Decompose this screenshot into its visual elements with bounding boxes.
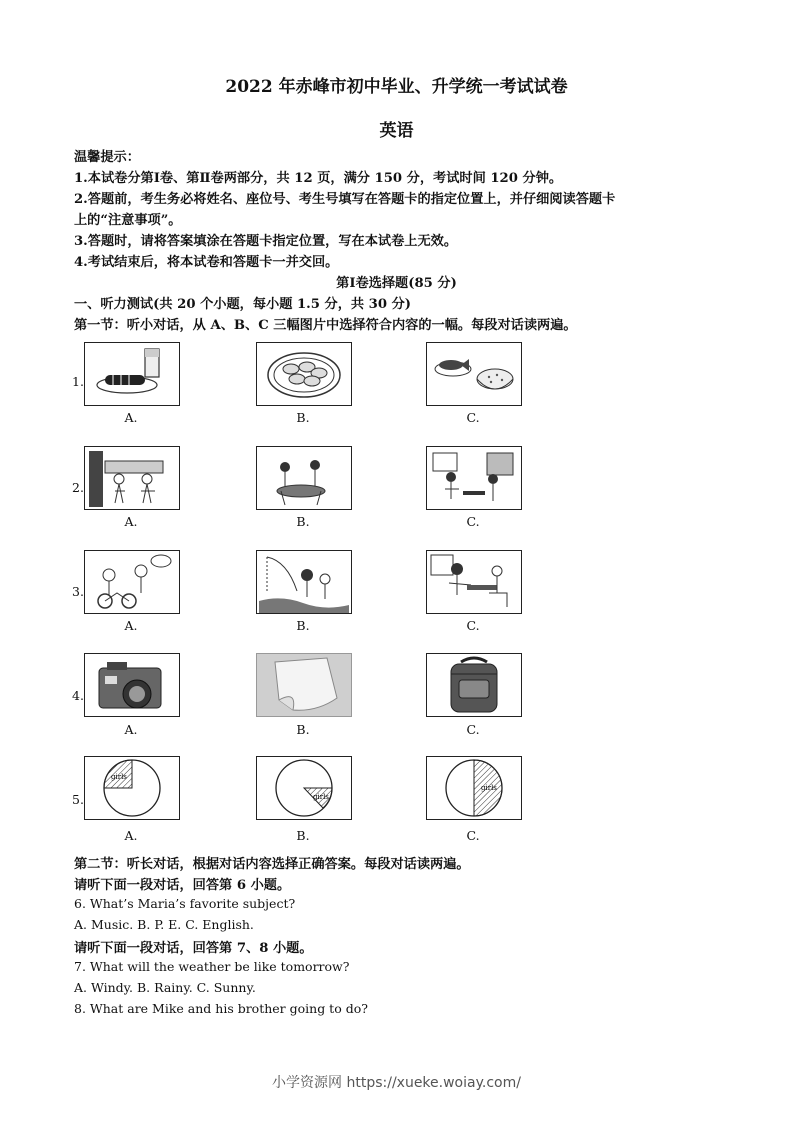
option-a: A. [124, 618, 138, 633]
pie-small-slice-icon[interactable] [256, 756, 352, 820]
question-6-options: A. Music. B. P. E. C. English. [74, 917, 254, 932]
option-c: C. [466, 514, 480, 529]
camera-icon[interactable] [84, 653, 180, 717]
question-8: 8. What are Mike and his brother going to do? [74, 1001, 368, 1016]
office-meeting-icon[interactable] [426, 446, 522, 510]
bread-milk-icon[interactable] [84, 342, 180, 406]
option-b: B. [296, 514, 310, 529]
notice-item-2-cont: 上的“注意事项”。 [74, 213, 182, 228]
option-a: A. [124, 410, 138, 425]
section2-instructions: 第二节：听长对话，根据对话内容选择正确答案。每段对话读两遍。 [74, 857, 470, 872]
notice-heading: 温馨提示： [74, 150, 140, 165]
option-b: B. [296, 828, 310, 843]
question-number: 2. [72, 480, 84, 495]
fishing-icon[interactable] [256, 550, 352, 614]
pie-label: girls [111, 773, 127, 781]
pie-half-icon[interactable] [426, 756, 522, 820]
question-6: 6. What’s Maria’s favorite subject? [74, 896, 296, 911]
group-1-prompt: 请听下面一段对话，回答第 6 小题。 [74, 878, 291, 893]
question-number: 4. [72, 688, 84, 703]
pie-label: girls [313, 793, 329, 801]
people-at-table-icon[interactable] [256, 446, 352, 510]
option-b: B. [296, 410, 310, 425]
option-a: A. [124, 722, 138, 737]
kids-with-bike-icon[interactable] [84, 550, 180, 614]
question-7-options: A. Windy. B. Rainy. C. Sunny. [74, 980, 256, 995]
question-number: 3. [72, 584, 84, 599]
option-a: A. [124, 828, 138, 843]
question-number: 1. [72, 374, 84, 389]
pie-quarter-icon[interactable] [84, 756, 180, 820]
backpack-icon[interactable] [426, 653, 522, 717]
pie-label: girls [481, 784, 497, 792]
option-b: B. [296, 722, 310, 737]
fish-rice-icon[interactable] [426, 342, 522, 406]
part1-heading: 第Ⅰ卷选择题(85 分) [336, 276, 457, 291]
towel-icon[interactable] [256, 653, 352, 717]
notice-item-3: 3.答题时，请将答案填涂在答题卡指定位置，写在本试卷上无效。 [74, 234, 458, 249]
dumplings-plate-icon[interactable] [256, 342, 352, 406]
section1-instructions: 第一节：听小对话，从 A、B、C 三幅图片中选择符合内容的一幅。每段对话读两遍。 [74, 318, 577, 333]
doctor-patient-icon[interactable] [426, 550, 522, 614]
option-c: C. [466, 410, 480, 425]
group-2-prompt: 请听下面一段对话，回答第 7、8 小题。 [74, 941, 313, 956]
people-at-door-icon[interactable] [84, 446, 180, 510]
notice-item-4: 4.考试结束后，将本试卷和答题卡一并交回。 [74, 255, 339, 270]
option-c: C. [466, 828, 480, 843]
footer-watermark: 小学资源网 https://xueke.woiay.com/ [272, 1075, 521, 1091]
exam-title: 2022 年赤峰市初中毕业、升学统一考试试卷 [225, 77, 568, 97]
option-c: C. [466, 722, 480, 737]
notice-item-1: 1.本试卷分第Ⅰ卷、第Ⅱ卷两部分，共 12 页，满分 150 分，考试时间 120 分钟。 [74, 171, 563, 186]
option-c: C. [466, 618, 480, 633]
option-a: A. [124, 514, 138, 529]
subject-title: 英语 [379, 121, 414, 141]
question-7: 7. What will the weather be like tomorrow? [74, 959, 350, 974]
option-b: B. [296, 618, 310, 633]
question-number: 5. [72, 792, 84, 807]
notice-item-2: 2.答题前，考生务必将姓名、座位号、考生号填写在答题卡的指定位置上，并仔细阅读答题卡 [74, 192, 616, 207]
listening-section-title: 一、听力测试(共 20 个小题，每小题 1.5 分，共 30 分) [74, 297, 412, 312]
